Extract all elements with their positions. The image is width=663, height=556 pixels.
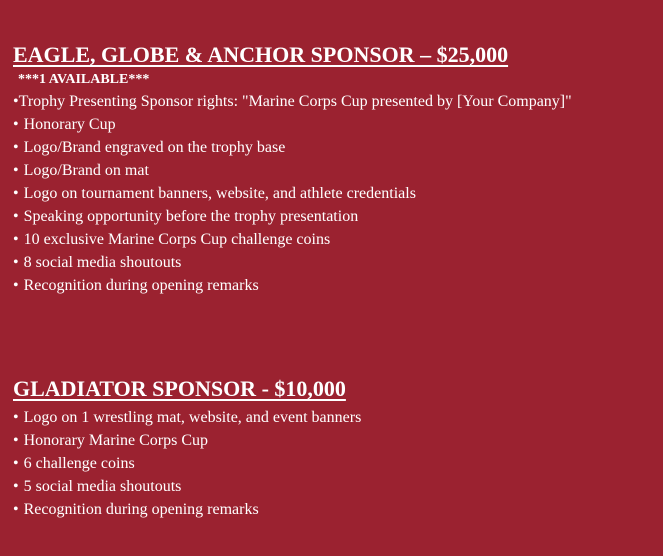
benefit-item bbox=[13, 452, 658, 475]
benefit-text: 8 social media shoutouts bbox=[23, 254, 182, 271]
benefit-item bbox=[13, 136, 658, 159]
benefit-item bbox=[13, 429, 658, 452]
benefit-text: Logo on tournament banners, website, and athlete credentials bbox=[23, 185, 416, 202]
bullet-icon: • bbox=[13, 162, 19, 179]
benefit-text: Honorary Marine Corps Cup bbox=[23, 432, 209, 449]
benefit-item bbox=[13, 90, 658, 113]
bullet-icon: • bbox=[13, 231, 19, 248]
benefit-text: 5 social media shoutouts bbox=[23, 478, 182, 495]
benefit-text: 10 exclusive Marine Corps Cup challenge coins bbox=[23, 231, 331, 248]
benefit-item bbox=[13, 228, 658, 251]
benefit-text: 6 challenge coins bbox=[23, 455, 135, 472]
benefit-text: Recognition during opening remarks bbox=[23, 501, 259, 518]
bullet-icon: • bbox=[13, 116, 19, 133]
bullet-icon: • bbox=[13, 277, 19, 294]
bullet-icon: • bbox=[13, 432, 19, 449]
benefit-text: Recognition during opening remarks bbox=[23, 277, 259, 294]
bullet-icon: • bbox=[13, 409, 19, 426]
bullet-icon: • bbox=[13, 254, 19, 271]
benefit-text: Speaking opportunity before the trophy presentation bbox=[23, 208, 359, 225]
benefit-item bbox=[13, 205, 658, 228]
eagle-globe-anchor-sponsor-title: EAGLE, GLOBE & ANCHOR SPONSOR – $25,000 bbox=[13, 42, 509, 67]
eagle-globe-anchor-sponsor-section bbox=[13, 41, 658, 297]
benefit-item bbox=[13, 274, 658, 297]
benefit-item bbox=[13, 159, 658, 182]
eagle-globe-anchor-benefits-list bbox=[13, 90, 658, 297]
benefit-text: Honorary Cup bbox=[23, 116, 116, 133]
bullet-icon: • bbox=[13, 501, 19, 518]
benefit-item bbox=[13, 113, 658, 136]
bullet-icon: • bbox=[13, 93, 19, 110]
benefit-text: Logo/Brand on mat bbox=[23, 162, 149, 179]
benefit-text: Trophy Presenting Sponsor rights: "Marine Corps Cup presented by [Your Company]" bbox=[18, 93, 572, 110]
benefit-item bbox=[13, 251, 658, 274]
bullet-icon: • bbox=[13, 139, 19, 156]
benefit-item bbox=[13, 475, 658, 498]
bullet-icon: • bbox=[13, 208, 19, 225]
availability-note: ***1 AVAILABLE*** bbox=[18, 72, 150, 87]
benefit-item bbox=[13, 406, 658, 429]
gladiator-sponsor-section bbox=[13, 375, 658, 521]
bullet-icon: • bbox=[13, 455, 19, 472]
bullet-icon: • bbox=[13, 185, 19, 202]
gladiator-sponsor-title: GLADIATOR SPONSOR - $10,000 bbox=[13, 376, 346, 401]
benefit-item bbox=[13, 498, 658, 521]
benefit-text: Logo/Brand engraved on the trophy base bbox=[23, 139, 286, 156]
gladiator-benefits-list bbox=[13, 406, 658, 521]
benefit-text: Logo on 1 wrestling mat, website, and event banners bbox=[23, 409, 362, 426]
benefit-item bbox=[13, 182, 658, 205]
bullet-icon: • bbox=[13, 478, 19, 495]
